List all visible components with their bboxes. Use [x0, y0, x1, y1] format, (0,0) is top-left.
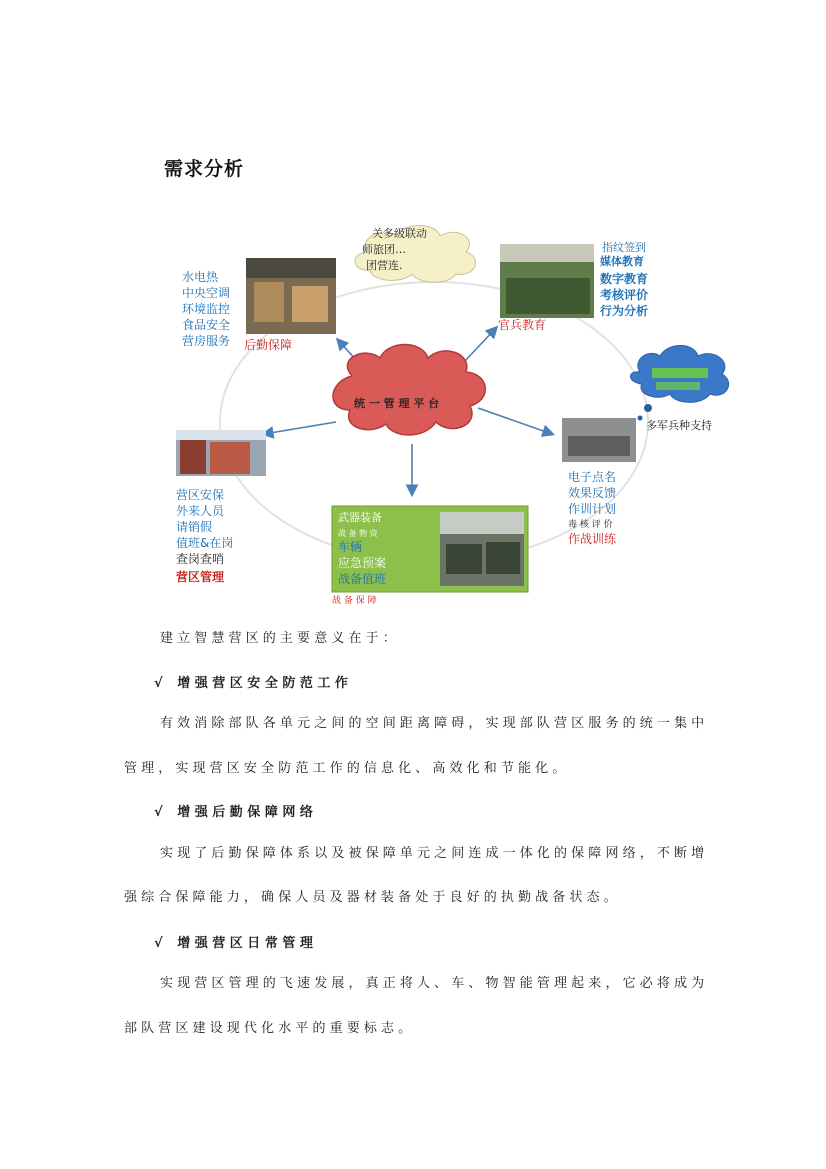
training-item: 作训计划 — [568, 502, 617, 516]
section-paragraph-line: 部 队 营 区 建 设 现 代 化 水 平 的 重 要 标 志 。 — [124, 1021, 412, 1036]
training-item: 毒 核 评 价 — [568, 520, 613, 530]
arrow-to-training — [478, 408, 552, 434]
check-mark: √ — [154, 676, 163, 691]
section-heading-text: 增 强 后 勤 保 障 网 络 — [177, 805, 313, 820]
linkage-line-2: 师旅团… — [362, 243, 406, 256]
platform-cloud — [333, 345, 485, 436]
linkage-line-3: 团营连. — [366, 259, 403, 272]
camp-item: 值班&在岗 — [176, 536, 234, 550]
section-paragraph-line: 实 现 营 区 管 理 的 飞 速 发 展 ， 真 正 将 人 、 车 、 物 智 能 管 理 起 来 ， 它 必 将 成 为 — [160, 976, 705, 991]
check-mark: √ — [154, 805, 163, 820]
diagram-graphics — [166, 222, 738, 608]
camp-item: 外来人员 — [176, 504, 225, 518]
education-item: 媒体教育 — [600, 255, 644, 268]
logistics-item: 食品安全 — [182, 318, 231, 332]
logistics-photo — [246, 258, 336, 334]
page-title: 需求分析 — [164, 158, 245, 180]
camp-photo — [176, 430, 266, 476]
section-heading — [154, 932, 313, 951]
logistics-item: 环境监控 — [182, 302, 231, 316]
training-photo — [562, 418, 636, 462]
section-paragraph-line: 有 效 消 除 部 队 各 单 元 之 间 的 空 间 距 离 障 碍 ， 实 现 部 队 营 区 服 务 的 统 一 集 中 — [160, 716, 705, 731]
camp-caption: 营区管理 — [176, 570, 225, 584]
logistics-item: 水电热 — [182, 270, 219, 284]
training-caption: 作战训练 — [568, 532, 617, 546]
education-caption: 官兵教育 — [498, 318, 547, 332]
section-heading — [154, 801, 313, 820]
section-heading-text: 增 强 营 区 安 全 防 范 工 作 — [177, 676, 348, 691]
logistics-caption: 后勤保障 — [244, 338, 293, 352]
joint-force-cloud — [631, 346, 729, 421]
logistics-item: 中央空调 — [182, 286, 231, 300]
section-paragraph-line: 实 现 了 后 勤 保 障 体 系 以 及 被 保 障 单 元 之 间 连 成 一 体 化 的 保 障 网 络 ， 不 断 增 — [160, 846, 705, 861]
readiness-caption: 战 备 保 障 — [332, 596, 377, 606]
smart-camp-diagram — [166, 222, 738, 608]
arrow-to-education — [464, 328, 496, 362]
platform-label: 统 一 管 理 平 台 — [354, 397, 440, 410]
readiness-item: 应急预案 — [338, 556, 387, 570]
logistics-item: 营房服务 — [182, 334, 231, 348]
training-item: 效果反馈 — [568, 486, 617, 500]
readiness-item: 战备值班 — [338, 572, 387, 586]
training-item: 电子点名 — [568, 470, 617, 484]
camp-item: 查岗查哨 — [176, 552, 225, 566]
section-paragraph-line: 管 理 ， 实 现 营 区 安 全 防 范 工 作 的 信 息 化 、 高 效 化 和 节 能 化 。 — [124, 761, 566, 776]
section-heading-text: 增 强 营 区 日 常 管 理 — [177, 936, 313, 951]
education-item: 指纹签到 — [602, 241, 646, 254]
intro-text: 建 立 智 慧 营 区 的 主 要 意 义 在 于 ： — [160, 631, 396, 646]
arrow-to-camp — [264, 422, 336, 434]
check-mark: √ — [154, 936, 163, 951]
education-item: 数字教育 — [600, 272, 649, 286]
education-item: 考核评价 — [600, 288, 649, 302]
section-heading — [154, 672, 348, 691]
education-photo — [500, 244, 594, 318]
camp-item: 请销假 — [176, 520, 213, 534]
education-item: 行为分析 — [600, 304, 649, 318]
readiness-item: 武器装备 — [338, 511, 382, 524]
joint-force-label: 多军兵种支持 — [646, 419, 712, 432]
readiness-item: 车辆 — [338, 540, 363, 554]
section-paragraph-line: 强 综 合 保 障 能 力 ， 确 保 人 员 及 器 材 装 备 处 于 良 好 的 执 勤 战 备 状 态 。 — [124, 890, 617, 905]
linkage-line-1: 关多级联动 — [372, 227, 427, 240]
vehicles-photo — [440, 512, 524, 586]
readiness-item: 战 备 物 资 — [338, 529, 378, 538]
camp-item: 营区安保 — [176, 488, 225, 502]
